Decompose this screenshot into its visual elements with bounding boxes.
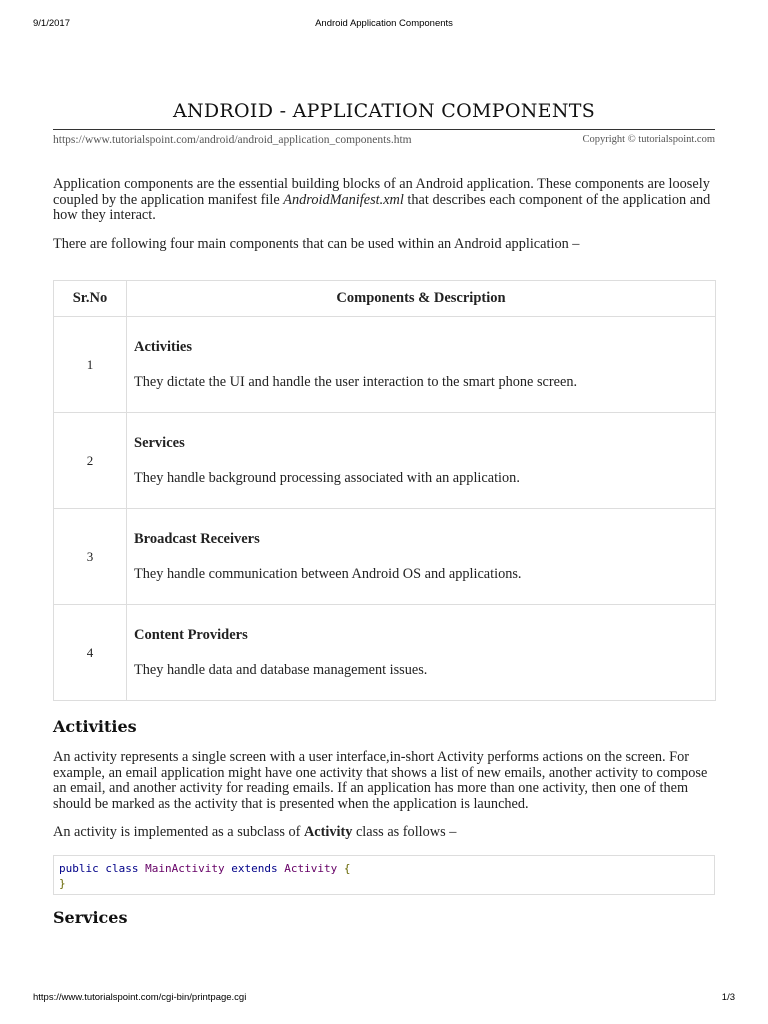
code-keyword-extends: extends (231, 862, 278, 875)
intro-components-sentence: There are following four main components that can be used within an Android application – (53, 236, 580, 252)
services-heading: Services (53, 908, 128, 927)
intro-text-start: Application components are the essential building blocks of an Android application. These components are loosely coupled by the application manifest file (53, 176, 710, 208)
print-title: Android Application Components (315, 18, 453, 29)
code-keyword-public: public (59, 862, 99, 875)
component-name: Broadcast Receivers (134, 531, 260, 547)
code-parent-class: Activity (284, 862, 338, 875)
code-line-2 (59, 876, 66, 891)
code-block (53, 855, 715, 895)
footer-url: https://www.tutorialspoint.com/cgi-bin/printpage.cgi (33, 992, 247, 1003)
row-description (127, 605, 716, 701)
code-line-1 (59, 861, 350, 876)
title-divider (53, 129, 715, 130)
table-header-row (54, 281, 716, 317)
row-description (127, 413, 716, 509)
header-components: Components & Description (127, 281, 716, 317)
code-keyword-class: class (105, 862, 139, 875)
code-close-brace: } (59, 877, 66, 890)
components-table (53, 280, 716, 701)
component-description: They handle background processing associated with an application. (134, 470, 520, 486)
row-number: 3 (54, 509, 127, 605)
component-description: They handle communication between Android OS and applications. (134, 566, 522, 582)
table-row (54, 509, 716, 605)
intro-paragraph (53, 177, 715, 224)
print-footer (0, 992, 768, 1006)
row-number: 4 (54, 605, 127, 701)
activities-paragraph: An activity represents a single screen with a user interface,in-short Activity performs actions on the screen. For example, an email application might have one activity that shows a list of new emails, another activity to compose an email, and another activity for reading emails. If an application has more than one activity, then one of them should be marked as the activity that is presented when the application is launched. (53, 749, 708, 812)
page-title: ANDROID - APPLICATION COMPONENTS (172, 100, 596, 122)
print-header (0, 18, 768, 32)
manifest-filename: AndroidManifest.xml (283, 191, 404, 208)
activity-class-name: Activity (303, 824, 353, 840)
subclass-text-end: class as follows – (352, 824, 457, 840)
code-open-brace: { (343, 862, 351, 875)
page-number: 1/3 (721, 992, 735, 1003)
intro-text-end: that describes each component of the application and how they interact. (53, 191, 711, 223)
subclass-text-start: An activity is implemented as a subclass of (53, 824, 304, 840)
row-description (127, 509, 716, 605)
row-number: 1 (54, 317, 127, 413)
row-description (127, 317, 716, 413)
print-date: 9/1/2017 (33, 18, 70, 29)
code-class-name: MainActivity (145, 862, 225, 875)
component-name: Activities (134, 339, 192, 355)
table-row (54, 317, 716, 413)
table-row (54, 413, 716, 509)
activities-heading: Activities (53, 717, 137, 736)
header-sr-no: Sr.No (54, 281, 127, 317)
source-url: https://www.tutorialspoint.com/android/android_application_components.htm (53, 134, 412, 146)
component-name: Services (134, 435, 185, 451)
row-number: 2 (54, 413, 127, 509)
component-description: They handle data and database management issues. (134, 662, 428, 678)
activities-subclass-sentence (53, 825, 715, 841)
table-row (54, 605, 716, 701)
copyright-notice: Copyright © tutorialspoint.com (582, 134, 715, 145)
component-description: They dictate the UI and handle the user interaction to the smart phone screen. (134, 374, 578, 390)
component-name: Content Providers (134, 627, 248, 643)
